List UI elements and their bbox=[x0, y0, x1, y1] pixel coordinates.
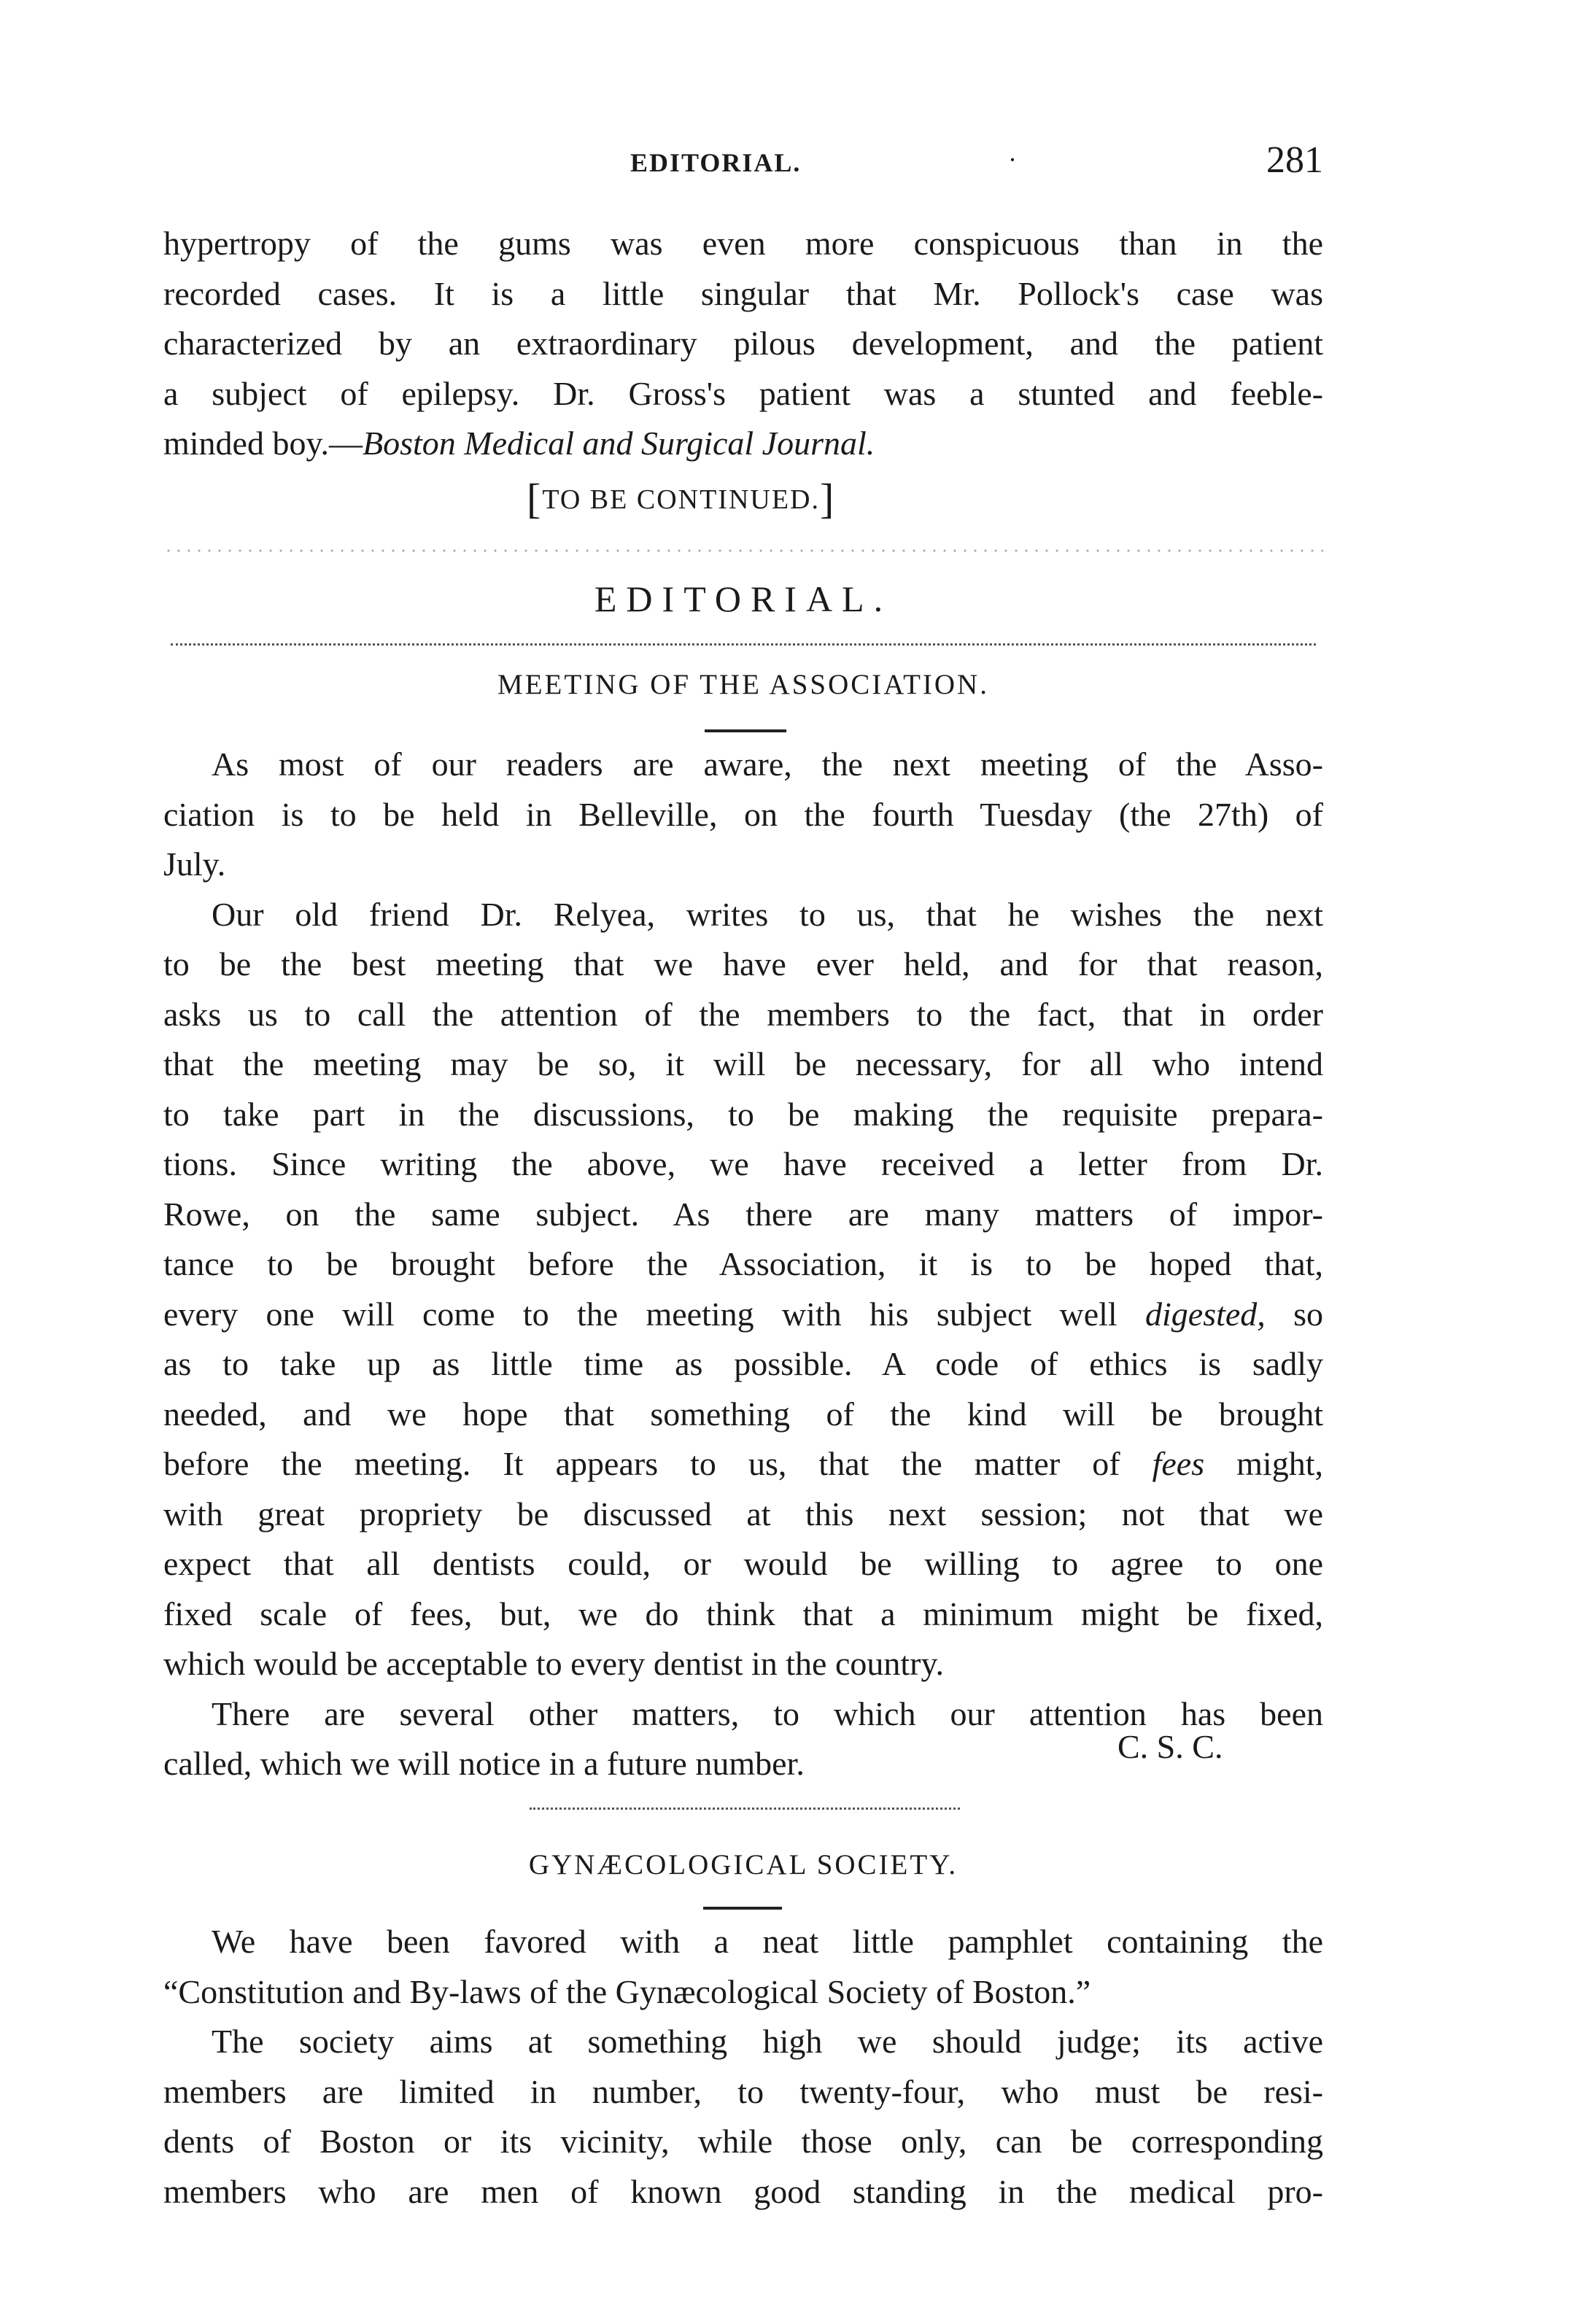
page-number: 281 bbox=[1266, 139, 1323, 181]
text-line: needed, and we hope that something of the kind will be brought bbox=[163, 1395, 1323, 1433]
text-line: with great propriety be discussed at this next session; not that we bbox=[163, 1495, 1323, 1533]
italic-word: fees bbox=[1152, 1445, 1205, 1482]
text-line: which would be acceptable to every dentist in the country. bbox=[163, 1645, 944, 1682]
text-line: As most of our readers are aware, the next meeting of the Asso- bbox=[212, 745, 1323, 783]
source-citation: Boston Medical and Surgical Journal. bbox=[363, 425, 875, 462]
text-line: July. bbox=[163, 845, 226, 883]
text-fragment: minded boy.— bbox=[163, 425, 363, 462]
text-line: that the meeting may be so, it will be necessary, for all who intend bbox=[163, 1045, 1323, 1082]
editorial-heading: EDITORIAL. bbox=[594, 578, 893, 619]
close-bracket-icon: ] bbox=[820, 475, 836, 522]
gyn-heading: GYNÆCOLOGICAL SOCIETY. bbox=[528, 1849, 958, 1880]
text-line: characterized by an extraordinary pilous development, and the patient bbox=[163, 325, 1323, 362]
continued-text: TO BE CONTINUED. bbox=[542, 484, 820, 515]
intro-paragraph bbox=[163, 219, 1323, 469]
text-line: members are limited in number, to twenty-four, who must be resi- bbox=[163, 2072, 1323, 2110]
text-line: members who are men of known good standing in the medical pro- bbox=[163, 2172, 1323, 2210]
text-line: We have been favored with a neat little pamphlet containing the bbox=[212, 1923, 1323, 1960]
text-line: expect that all dentists could, or would be willing to agree to one bbox=[163, 1545, 1323, 1582]
text-line: “Constitution and By-laws of the Gynæcological Society of Boston.” bbox=[163, 1972, 1091, 2010]
text-line: as to take up as little time as possible. A code of ethics is sadly bbox=[163, 1345, 1323, 1382]
editor-signature: C. S. C. bbox=[1117, 1728, 1223, 1765]
text-line: called, which we will notice in a future number. bbox=[163, 1745, 805, 1782]
text-line: dents of Boston or its vicinity, while those only, can be corresponding bbox=[163, 2123, 1323, 2160]
text-line bbox=[163, 1439, 1323, 1489]
text-line bbox=[163, 1290, 1323, 1340]
text-line: to be the best meeting that we have ever held, and for that reason, bbox=[163, 945, 1323, 983]
running-dot: · bbox=[1008, 145, 1017, 174]
text-line: recorded cases. It is a little singular that Mr. Pollock's case was bbox=[163, 274, 1323, 312]
text-line: fixed scale of fees, but, we do think that a minimum might be fixed, bbox=[163, 1595, 1323, 1632]
italic-word: digested, bbox=[1145, 1295, 1266, 1333]
heading-rule bbox=[703, 1907, 782, 1910]
text-line: to take part in the discussions, to be making the requisite prepara- bbox=[163, 1095, 1323, 1133]
text-line: ciation is to be held in Belleville, on the fourth Tuesday (the 27th) of bbox=[163, 795, 1323, 833]
running-title: EDITORIAL. bbox=[630, 148, 802, 177]
text-fragment: so bbox=[1265, 1295, 1324, 1333]
continued-note bbox=[527, 474, 835, 523]
text-line: tance to be brought before the Association, it is to be hoped that, bbox=[163, 1245, 1323, 1282]
dotted-divider bbox=[171, 643, 1316, 648]
open-bracket-icon: [ bbox=[527, 475, 543, 522]
text-line: hypertropy of the gums was even more conspicuous than in the bbox=[163, 225, 1323, 262]
text-line: The society aims at something high we should judge; its active bbox=[212, 2023, 1323, 2060]
meeting-article bbox=[163, 740, 1323, 1789]
heading-rule bbox=[705, 729, 786, 732]
text-line: asks us to call the attention of the members to the fact, that in order bbox=[163, 995, 1323, 1033]
dotted-divider bbox=[530, 1808, 960, 1812]
text-line: Our old friend Dr. Relyea, writes to us, that he wishes the next bbox=[212, 895, 1323, 933]
text-line: a subject of epilepsy. Dr. Gross's patient was a stunted and feeble- bbox=[163, 374, 1323, 412]
gyn-article bbox=[163, 1917, 1323, 2217]
text-fragment: might, bbox=[1204, 1445, 1323, 1482]
text-fragment: before the meeting. It appears to us, that the matter of bbox=[163, 1445, 1153, 1482]
text-line: Rowe, on the same subject. As there are many matters of impor- bbox=[163, 1195, 1323, 1233]
text-line: There are several other matters, to which our attention has been bbox=[212, 1694, 1323, 1732]
meeting-heading: MEETING OF THE ASSOCIATION. bbox=[497, 669, 989, 700]
running-head bbox=[163, 139, 1323, 190]
text-line: tions. Since writing the above, we have received a letter from Dr. bbox=[163, 1145, 1323, 1182]
printing-noise-divider bbox=[163, 549, 1323, 553]
text-line bbox=[163, 419, 1323, 469]
text-fragment: every one will come to the meeting with his subject well bbox=[163, 1295, 1146, 1333]
